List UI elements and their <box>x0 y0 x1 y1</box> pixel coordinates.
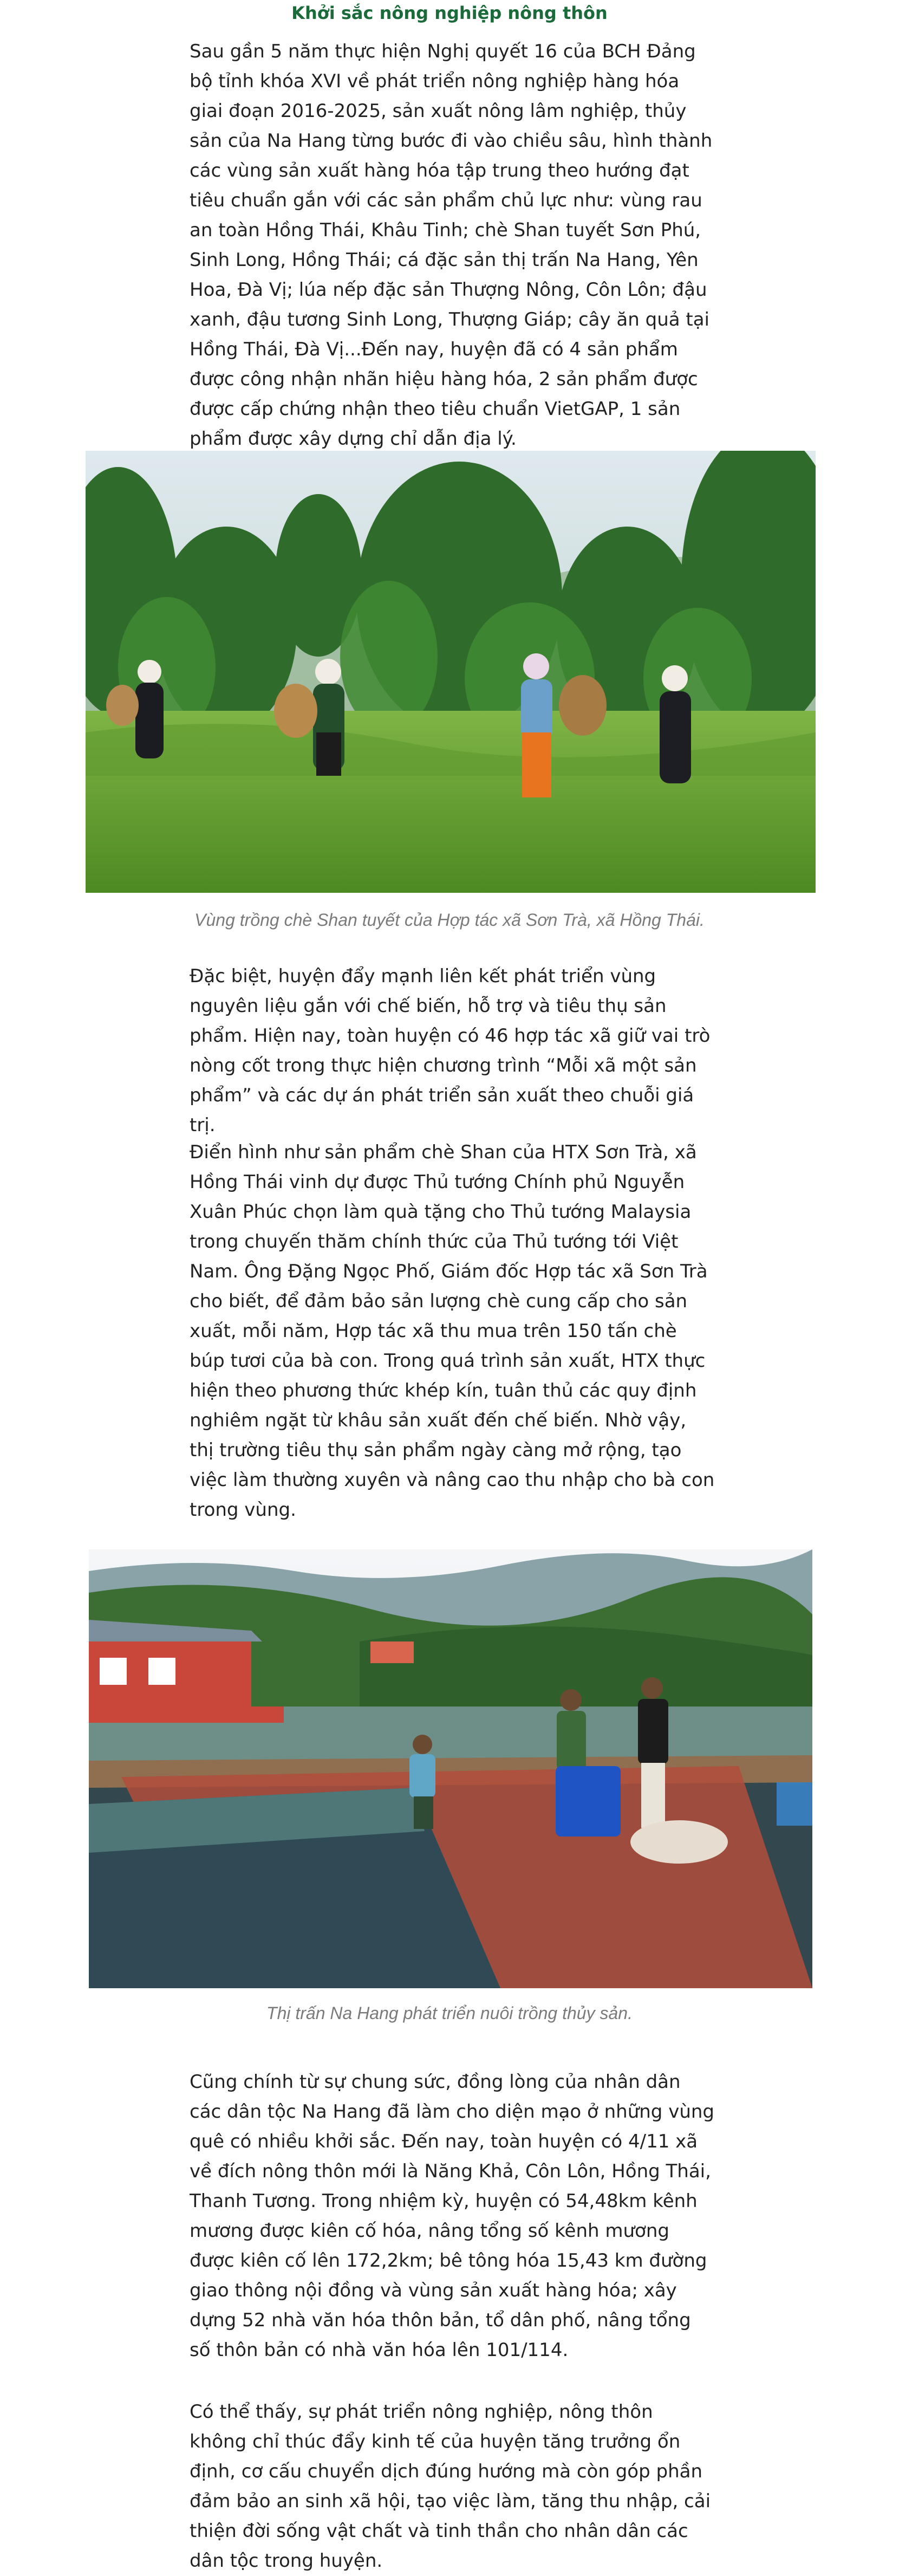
article-paragraph-3: Điển hình như sản phẩm chè Shan của HTX Sơn Trà, xã Hồng Thái vinh dự được Thủ tướng Chính phủ Nguyễn Xuân Phúc chọn làm quà tặng cho Thủ tướng Malaysia trong chuyến thăm chính thức của Thủ tướng tới Việt Nam. Ông Đặng Ngọc Phố, Giám đốc Hợp tác xã Sơn Trà cho biết, để đảm bảo sản lượng chè cung cấp cho sản xuất, mỗi năm, Hợp tác xã thu mua trên 150 tấn chè búp tươi của bà con. Trong quá trình sản xuất, HTX thực hiện theo phương thức khép kín, tuân thủ các quy định nghiêm ngặt từ khâu sản xuất đến chế biến. Nhờ vậy, thị trường tiêu thụ sản phẩm ngày càng mở rộng, tạo việc làm thường xuyên và nâng cao thu nhập cho bà con trong vùng. <box>190 1141 715 1521</box>
article-paragraph-2: Đặc biệt, huyện đẩy mạnh liên kết phát triển vùng nguyên liệu gắn với chế biến, hỗ trợ và tiêu thụ sản phẩm. Hiện nay, toàn huyện có 46 hợp tác xã giữ vai trò nòng cốt trong thực hiện chương trình “Mỗi xã một sản phẩm” và các dự án phát triển sản xuất theo chuỗi giá trị. <box>190 965 711 1136</box>
tea-garden-photo <box>86 451 816 893</box>
article-title: Khởi sắc nông nghiệp nông thôn <box>291 3 608 23</box>
photo-caption-2: Thị trấn Na Hang phát triển nuôi trồng thủy sản. <box>266 2003 633 2023</box>
fish-farm-photo <box>89 1549 812 1988</box>
photo-caption-1: Vùng trồng chè Shan tuyết của Hợp tác xã Sơn Trà, xã Hồng Thái. <box>194 910 705 930</box>
article-paragraph-5: Có thể thấy, sự phát triển nông nghiệp, nông thôn không chỉ thúc đẩy kinh tế của huyện tăng trưởng ổn định, cơ cấu chuyển dịch đúng hướng mà còn góp phần đảm bảo an sinh xã hội, tạo việc làm, tăng thu nhập, cải thiện đời sống vật chất và tinh thần cho nhân dân các dân tộc trong huyện. <box>190 2401 711 2572</box>
article-paragraph-4: Cũng chính từ sự chung sức, đồng lòng của nhân dân các dân tộc Na Hang đã làm cho diện mạo ở những vùng quê có nhiều khởi sắc. Đến nay, toàn huyện có 4/11 xã về đích nông thôn mới là Năng Khả, Côn Lôn, Hồng Thái, Thanh Tương. Trong nhiệm kỳ, huyện có 54,48km kênh mương được kiên cố hóa, nâng tổng số kênh mương được kiên cố lên 172,2km; bê tông hóa 15,43 km đường giao thông nội đồng và vùng sản xuất hàng hóa; xây dựng 52 nhà văn hóa thôn bản, tổ dân phố, nâng tổng số thôn bản có nhà văn hóa lên 101/114. <box>190 2071 714 2361</box>
article-paragraph-1: Sau gần 5 năm thực hiện Nghị quyết 16 của BCH Đảng bộ tỉnh khóa XVI về phát triển nông nghiệp hàng hóa giai đoạn 2016-2025, sản xuất nông lâm nghiệp, thủy sản của Na Hang từng bước đi vào chiều sâu, hình thành các vùng sản xuất hàng hóa tập trung theo hướng đạt tiêu chuẩn gắn với các sản phẩm chủ lực như: vùng rau an toàn Hồng Thái, Khâu Tinh; chè Shan tuyết Sơn Phú, Sinh Long, Hồng Thái; cá đặc sản thị trấn Na Hang, Yên Hoa, Đà Vị; lúa nếp đặc sản Thượng Nông, Côn Lôn; đậu xanh, đậu tương Sinh Long, Thượng Giáp; cây ăn quả tại Hồng Thái, Đà Vị...Đến nay, huyện đã có 4 sản phẩm được công nhận nhãn hiệu hàng hóa, 2 sản phẩm được được cấp chứng nhận theo tiêu chuẩn VietGAP, 1 sản phẩm được xây dựng chỉ dẫn địa lý. <box>190 41 713 450</box>
